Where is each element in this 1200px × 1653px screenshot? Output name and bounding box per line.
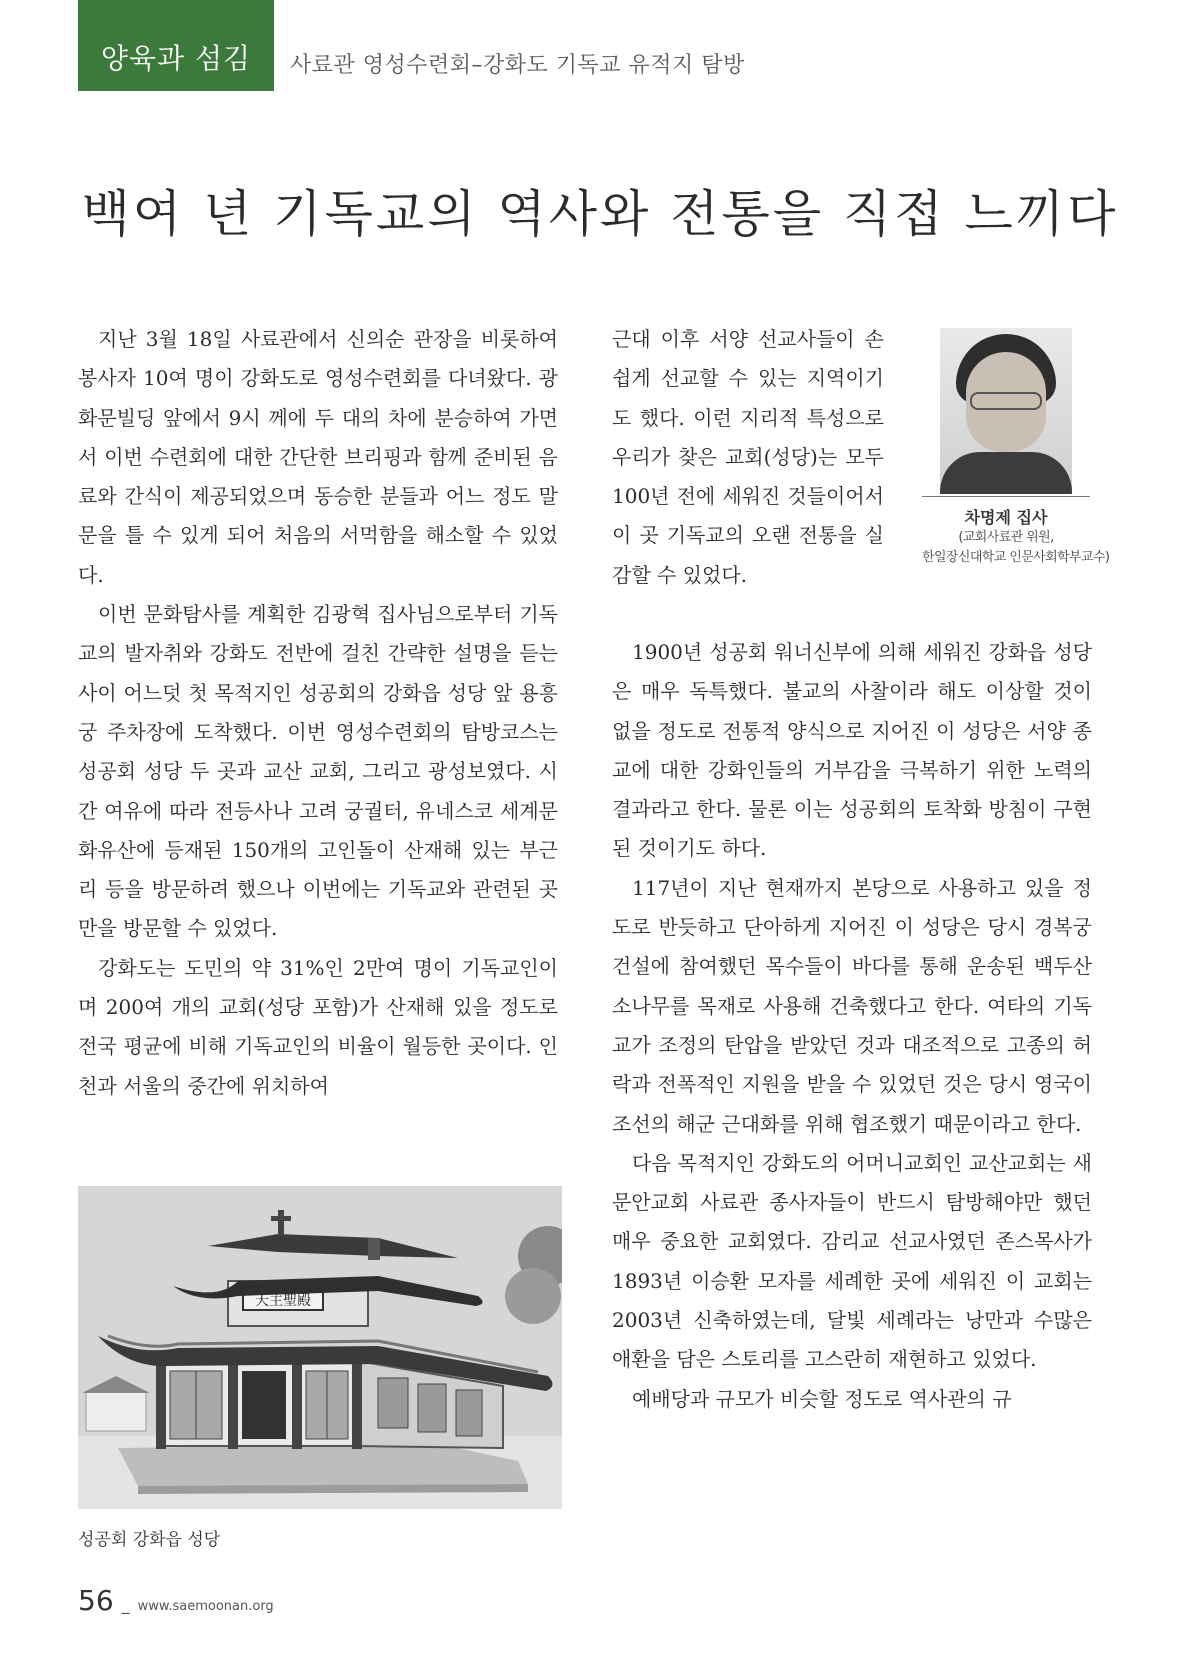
footer-separator: _ [121, 1595, 130, 1614]
site-url: www.saemoonan.org [137, 1599, 274, 1614]
author-photo [940, 328, 1072, 494]
paragraph: 강화도는 도민의 약 31%인 2만여 명이 기독교인이며 200여 개의 교회(성당 포함)가 산재해 있을 정도로 전국 평균에 비해 기독교인의 비율이 월등한 곳이다. 인천과 서울의 중간에 위치하여 [78, 955, 558, 1098]
right-column [612, 633, 1092, 1419]
section-subtitle: 사료관 영성수련회–강화도 기독교 유적지 탐방 [290, 53, 745, 78]
paragraph: 근대 이후 서양 선교사들이 손쉽게 선교할 수 있는 지역이기도 했다. 이런 지리적 특성으로 우리가 찾은 교회(성당)는 모두 100년 전에 세워진 것들이어서 이 곳 기독교의 오랜 전통을 실감할 수 있었다. [612, 327, 884, 587]
author-affiliation: (교회사료관 위원, [958, 530, 1054, 545]
paragraph: 다음 목적지인 강화도의 어머니교회인 교산교회는 새문안교회 사료관 종사자들이 반드시 탐방해야만 했던 매우 중요한 교회였다. 감리교 선교사였던 존스목사가 1893년 이승환 모자를 세례한 곳에 세워진 이 교회는 2003년 신축하였는데, 달빛 세례라는 낭만과 수많은 애환을 담은 스토리를 고스란히 재현하고 있었다. [612, 1150, 1092, 1372]
right-column-top [612, 320, 884, 595]
paragraph: 1900년 성공회 워너신부에 의해 세워진 강화읍 성당은 매우 독특했다. 불교의 사찰이라 해도 이상할 것이 없을 정도로 전통적 양식으로 지어진 이 성당은 서양 종교에 대한 강화인들의 거부감을 극복하기 위한 노력의 결과라고 한다. 물론 이는 성공회의 토착화 방침이 구현된 것이기도 하다. [612, 640, 1092, 861]
author-affiliation: 한일장신대학교 인문사회학부교수) [922, 550, 1110, 565]
signboard-text: 天主聖殿 [255, 1293, 311, 1309]
page-number: 56 [78, 1584, 114, 1617]
left-column [78, 320, 558, 1106]
article-title: 백여 년 기독교의 역사와 전통을 직접 느끼다 [81, 185, 1119, 243]
paragraph: 117년이 지난 현재까지 본당으로 사용하고 있을 정도로 반듯하고 단아하게 지어진 이 성당은 당시 경복궁 건설에 참여했던 목수들이 바다를 통해 운송된 백두산 소나무를 목재로 사용해 건축했다고 한다. 여타의 기독교가 조정의 탄압을 받았던 것과 대조적으로 고종의 허락과 전폭적인 지원을 받을 수 있었던 것은 당시 영국이 조선의 해군 근대화를 위해 협조했기 때문이라고 한다. [612, 875, 1092, 1136]
author-box [922, 328, 1110, 568]
paragraph: 예배당과 규모가 비슷할 정도로 역사관의 규 [632, 1386, 1012, 1411]
paragraph: 이번 문화탐사를 계획한 김광혁 집사님으로부터 기독교의 발자취와 강화도 전반에 걸친 간략한 설명을 듣는 사이 어느덧 첫 목적지인 성공회의 강화읍 성당 앞 용흥궁 주차장에 도착했다. 이번 영성수련회의 탐방코스는 성공회 성당 두 곳과 교산 교회, 그리고 광성보였다. 시간 여유에 따라 전등사나 고려 궁궐터, 유네스코 세계문화유산에 등재된 150개의 고인돌이 산재해 있는 부근리 등을 방문하려 했으나 이번에는 기독교와 관련된 곳만을 방문할 수 있었다. [78, 602, 558, 941]
section-tag: 양육과 섬김 [78, 0, 274, 91]
author-divider [922, 496, 1090, 497]
paragraph: 지난 3월 18일 사료관에서 신의순 관장을 비롯하여 봉사자 10여 명이 강화도로 영성수련회를 다녀왔다. 광화문빌딩 앞에서 9시 께에 두 대의 차에 분승하여 가면서 이번 수련회에 대한 간단한 브리핑과 함께 준비된 음료와 간식이 제공되었으며 동승한 분들과 어느 정도 말문을 틀 수 있게 되어 처음의 서먹함을 해소할 수 있었다. [78, 327, 558, 587]
church-illustration [78, 1186, 562, 1509]
church-photo [78, 1186, 562, 1509]
page-footer [78, 1584, 274, 1617]
author-name: 차명제 집사 [964, 508, 1048, 527]
photo-caption: 성공회 강화읍 성당 [78, 1530, 221, 1550]
